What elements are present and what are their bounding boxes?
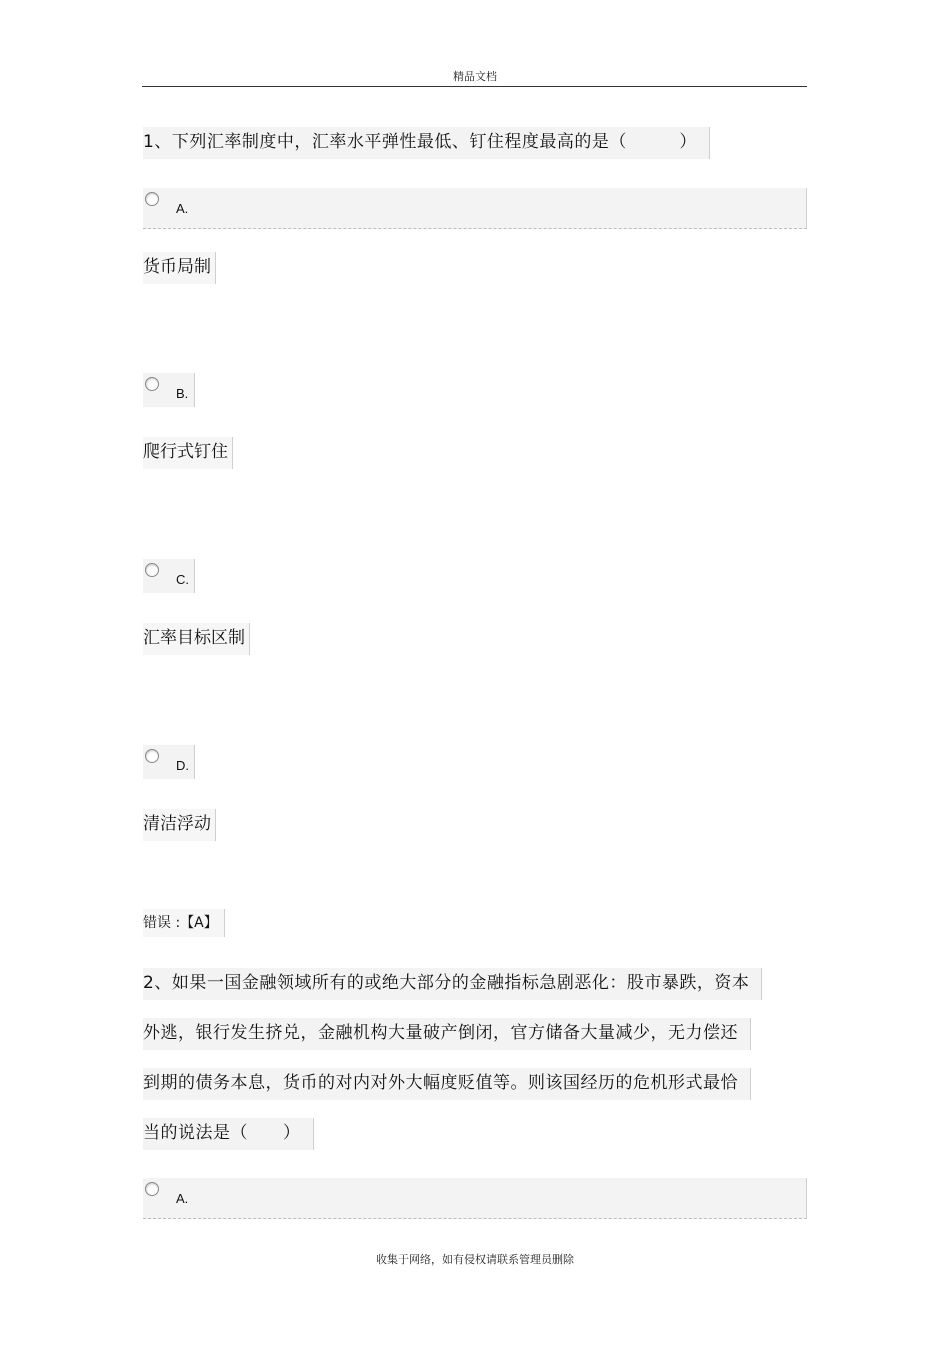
radio-option-c[interactable] bbox=[145, 563, 159, 577]
option-a-row[interactable] bbox=[143, 188, 807, 229]
radio-option-d[interactable] bbox=[145, 749, 159, 763]
radio-option-a[interactable] bbox=[145, 192, 159, 206]
q2-option-a-row[interactable] bbox=[143, 1178, 807, 1219]
option-d-letter: D. bbox=[176, 758, 189, 773]
option-b-row[interactable] bbox=[143, 373, 195, 407]
q2-option-a-letter: A. bbox=[176, 1191, 189, 1206]
option-a-letter: A. bbox=[176, 201, 189, 216]
option-b-letter: B. bbox=[176, 386, 189, 401]
option-d-row[interactable] bbox=[143, 745, 195, 779]
option-b-text: 爬行式钉住 bbox=[143, 437, 233, 469]
page-footer: 收集于网络，如有侵权请联系管理员删除 bbox=[376, 1253, 574, 1266]
question-1-text: 1、下列汇率制度中，汇率水平弹性最低、钉住程度最高的是（ ） bbox=[143, 127, 710, 159]
radio-option-b[interactable] bbox=[145, 377, 159, 391]
question-2-line-3: 到期的债务本息，货币的对内对外大幅度贬值等。则该国经历的危机形式最恰 bbox=[143, 1068, 751, 1100]
option-d-text: 清洁浮动 bbox=[143, 809, 216, 841]
header-title: 精品文档 bbox=[453, 70, 497, 83]
answer-result: 错误 :【A】 bbox=[143, 909, 225, 937]
radio-q2-option-a[interactable] bbox=[145, 1182, 159, 1196]
option-c-letter: C. bbox=[176, 572, 189, 587]
header-divider bbox=[142, 86, 807, 87]
option-c-text: 汇率目标区制 bbox=[143, 623, 250, 655]
option-c-row[interactable] bbox=[143, 559, 195, 593]
question-2-line-2: 外逃，银行发生挤兑，金融机构大量破产倒闭，官方储备大量减少，无力偿还 bbox=[143, 1018, 751, 1050]
question-2-line-1: 2、如果一国金融领域所有的或绝大部分的金融指标急剧恶化：股市暴跌，资本 bbox=[143, 968, 762, 1000]
option-a-text: 货币局制 bbox=[143, 252, 216, 284]
question-2-line-4: 当的说法是（ ） bbox=[143, 1118, 314, 1150]
